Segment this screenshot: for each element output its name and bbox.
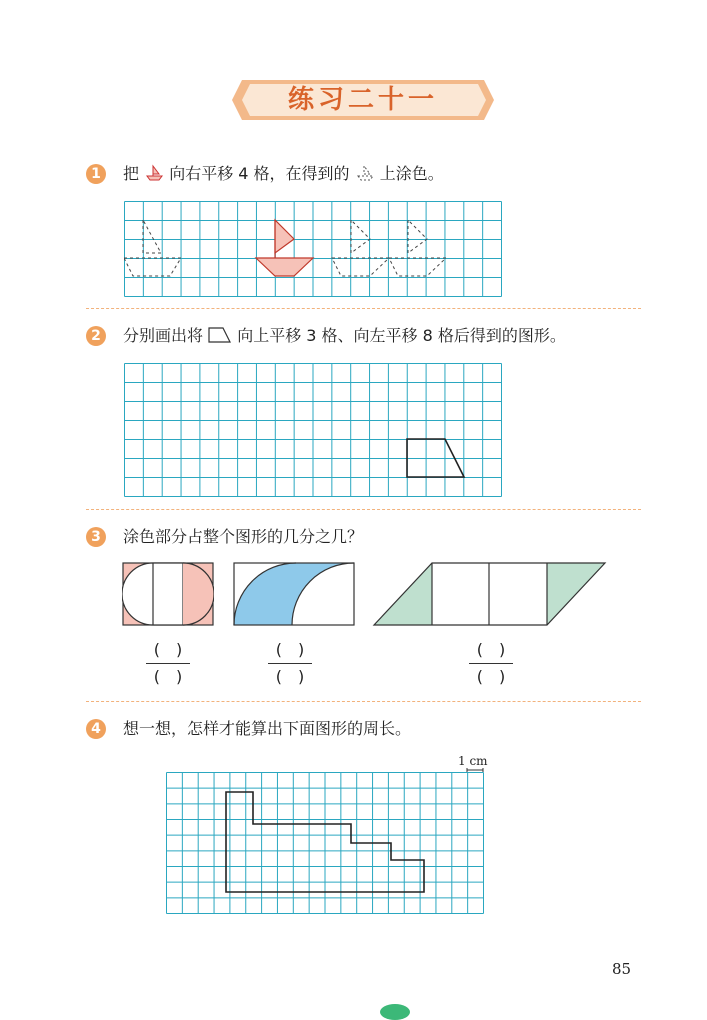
fraction-2-numerator[interactable]: ( )	[275, 640, 305, 659]
fraction-blank-2[interactable]	[268, 638, 312, 689]
page-number: 85	[612, 960, 632, 978]
fraction-bar	[469, 663, 513, 664]
dashed-boat-1	[124, 220, 181, 276]
question-number-2: 2	[86, 326, 106, 346]
dashed-boat-2	[332, 220, 389, 276]
question-2-text-a: 分别画出将	[123, 326, 204, 345]
fraction-bar	[268, 663, 312, 664]
section-divider-2	[86, 509, 641, 510]
fraction-3-denominator[interactable]: ( )	[476, 667, 506, 686]
question-2-text	[123, 325, 566, 347]
fraction-3-numerator[interactable]: ( )	[476, 640, 506, 659]
unit-label: 1 cm	[458, 754, 488, 768]
grid-question-1	[124, 201, 502, 297]
section-divider-1	[86, 308, 641, 309]
figure-parallelogram	[372, 562, 608, 626]
pink-boat	[256, 220, 313, 276]
figure-quarter-arcs	[233, 562, 355, 626]
fraction-bar	[146, 663, 190, 664]
fraction-2-denominator[interactable]: ( )	[275, 667, 305, 686]
fraction-blank-1[interactable]	[146, 638, 190, 689]
sailboat-icon	[144, 163, 164, 183]
question-1-text	[123, 163, 444, 185]
question-number-4: 4	[86, 719, 106, 739]
footer-tab	[380, 1004, 410, 1020]
question-3-text: 涂色部分占整个图形的几分之几？	[123, 527, 364, 546]
fraction-1-denominator[interactable]: ( )	[153, 667, 183, 686]
question-1-text-b: 向右平移 4 格，在得到的	[169, 164, 350, 183]
question-4-text: 想一想，怎样才能算出下面图形的周长。	[123, 719, 412, 738]
question-number-1: 1	[86, 164, 106, 184]
dashed-sailboat-icon	[355, 163, 375, 183]
question-1-text-c: 上涂色。	[379, 164, 444, 183]
grid-question-2	[124, 363, 502, 497]
fraction-1-numerator[interactable]: ( )	[153, 640, 183, 659]
question-number-3: 3	[86, 527, 106, 547]
page-title: 练习二十一	[287, 85, 438, 115]
question-1-text-a: 把	[123, 164, 140, 183]
figure-semicircles	[122, 562, 214, 626]
trapezoid-icon	[208, 326, 232, 344]
dashed-boat-3	[389, 220, 446, 276]
question-2-text-b: 向上平移 3 格、向左平移 8 格后得到的图形。	[237, 326, 566, 345]
fraction-blank-3[interactable]	[469, 638, 513, 689]
grid-question-4	[166, 772, 484, 914]
section-divider-3	[86, 701, 641, 702]
